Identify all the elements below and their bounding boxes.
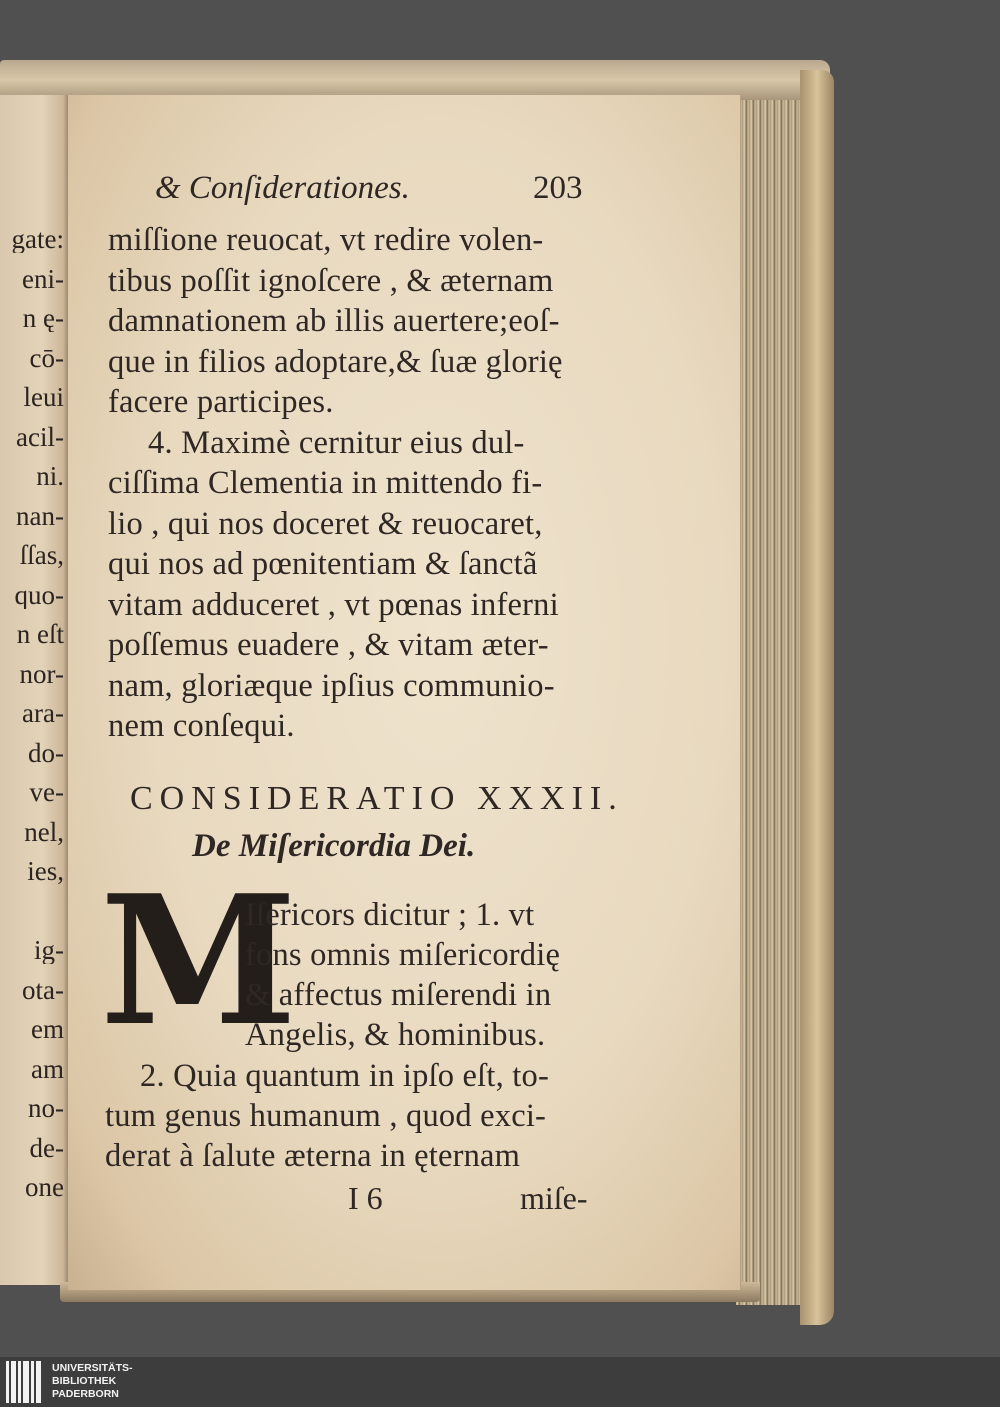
left-page-fragment: n ę- [22, 305, 64, 332]
text-line: ciſſima Clementia in mittendo fi- [108, 465, 543, 501]
left-page-fragment: de- [29, 1134, 64, 1162]
drop-cap: M [100, 856, 298, 1065]
left-page-fragment: am [31, 1055, 64, 1083]
text-line: derat à ſalute æterna in ęternam [105, 1138, 521, 1174]
logo-line: UNIVERSITÄTS- [52, 1362, 133, 1374]
left-page-fragment: ota- [22, 976, 64, 1004]
left-page-fragment: do- [28, 739, 64, 767]
left-page-fragment: quo- [14, 581, 64, 609]
left-page-fragment: cō- [29, 344, 64, 372]
left-page-fragment: one [25, 1174, 64, 1201]
text-line: lio , qui nos doceret & reuocaret, [108, 505, 543, 542]
left-page-fragment: leui [23, 384, 64, 411]
text-line: fons omnis miſericordię [245, 937, 561, 973]
text-line: Angelis, & hominibus. [245, 1017, 546, 1053]
signature-mark: I 6 [348, 1180, 383, 1216]
left-page-fragment: eni- [22, 265, 64, 293]
text-line: 4. Maximè cernitur eius dul- [148, 424, 525, 461]
text-line: 2. Quia quantum in ipſo eſt, to- [140, 1058, 549, 1094]
text-line: tum genus humanum , quod exci- [105, 1098, 547, 1134]
text-line: & affectus miſerendi in [245, 977, 552, 1013]
left-page-fragment: nor- [19, 660, 64, 688]
left-page-fragment: gate: [11, 226, 64, 253]
text-line: miſſione reuocat, vt redire volen- [108, 222, 544, 258]
left-page-fragment: em [31, 1016, 64, 1043]
book-cover-edge [800, 70, 834, 1325]
page-number: 203 [533, 170, 583, 206]
left-page-fragment: n eſt [16, 621, 64, 648]
left-page-fragment: ara- [22, 700, 64, 727]
left-page-fragment: ſſas, [19, 542, 64, 569]
binding-top-edge [0, 60, 830, 100]
text-line: que in filios adoptare,& ſuæ glorię [108, 343, 563, 380]
running-head: & Conſiderationes. [155, 170, 410, 206]
text-line: poſſemus euadere , & vitam æter- [108, 627, 549, 663]
logo-line: BIBLIOTHEK [52, 1375, 117, 1387]
left-page-fragment: nel, [24, 818, 64, 846]
text-line: Iſericors dicitur ; 1. vt [245, 897, 535, 933]
text-line: tibus poſſit ignoſcere , & æternam [108, 262, 554, 299]
left-page-fragment: ve- [29, 779, 64, 806]
text-line: facere participes. [108, 384, 334, 420]
left-page-fragment: no- [28, 1095, 64, 1122]
text-line: vitam adduceret , vt pœnas inferni [108, 586, 559, 623]
consideratio-subheading: De Miſericordia Dei. [192, 828, 476, 864]
footer-bar [0, 1357, 1000, 1407]
library-logo-text [52, 1362, 133, 1401]
left-page-fragment: ig- [34, 937, 64, 964]
text-line: damnationem ab illis auertere;eoſ- [108, 303, 560, 339]
text-line: nem conſequi. [108, 708, 295, 744]
library-logo-icon [6, 1361, 46, 1403]
left-page-fragment: ies, [27, 858, 64, 885]
consideratio-heading: CONSIDERATIO XXXII. [130, 780, 624, 817]
left-page-fragment: acil- [16, 423, 64, 451]
text-line: qui nos ad pœnitentiam & ſanctã [108, 546, 538, 582]
text-line: nam, gloriæque ipſius communio- [108, 667, 555, 704]
page-stack-edge [736, 100, 810, 1305]
left-page-fragment: ni. [36, 463, 64, 490]
logo-line: PADERBORN [52, 1388, 119, 1400]
left-page-fragment: nan- [16, 502, 64, 530]
catchword: miſe- [520, 1180, 588, 1216]
